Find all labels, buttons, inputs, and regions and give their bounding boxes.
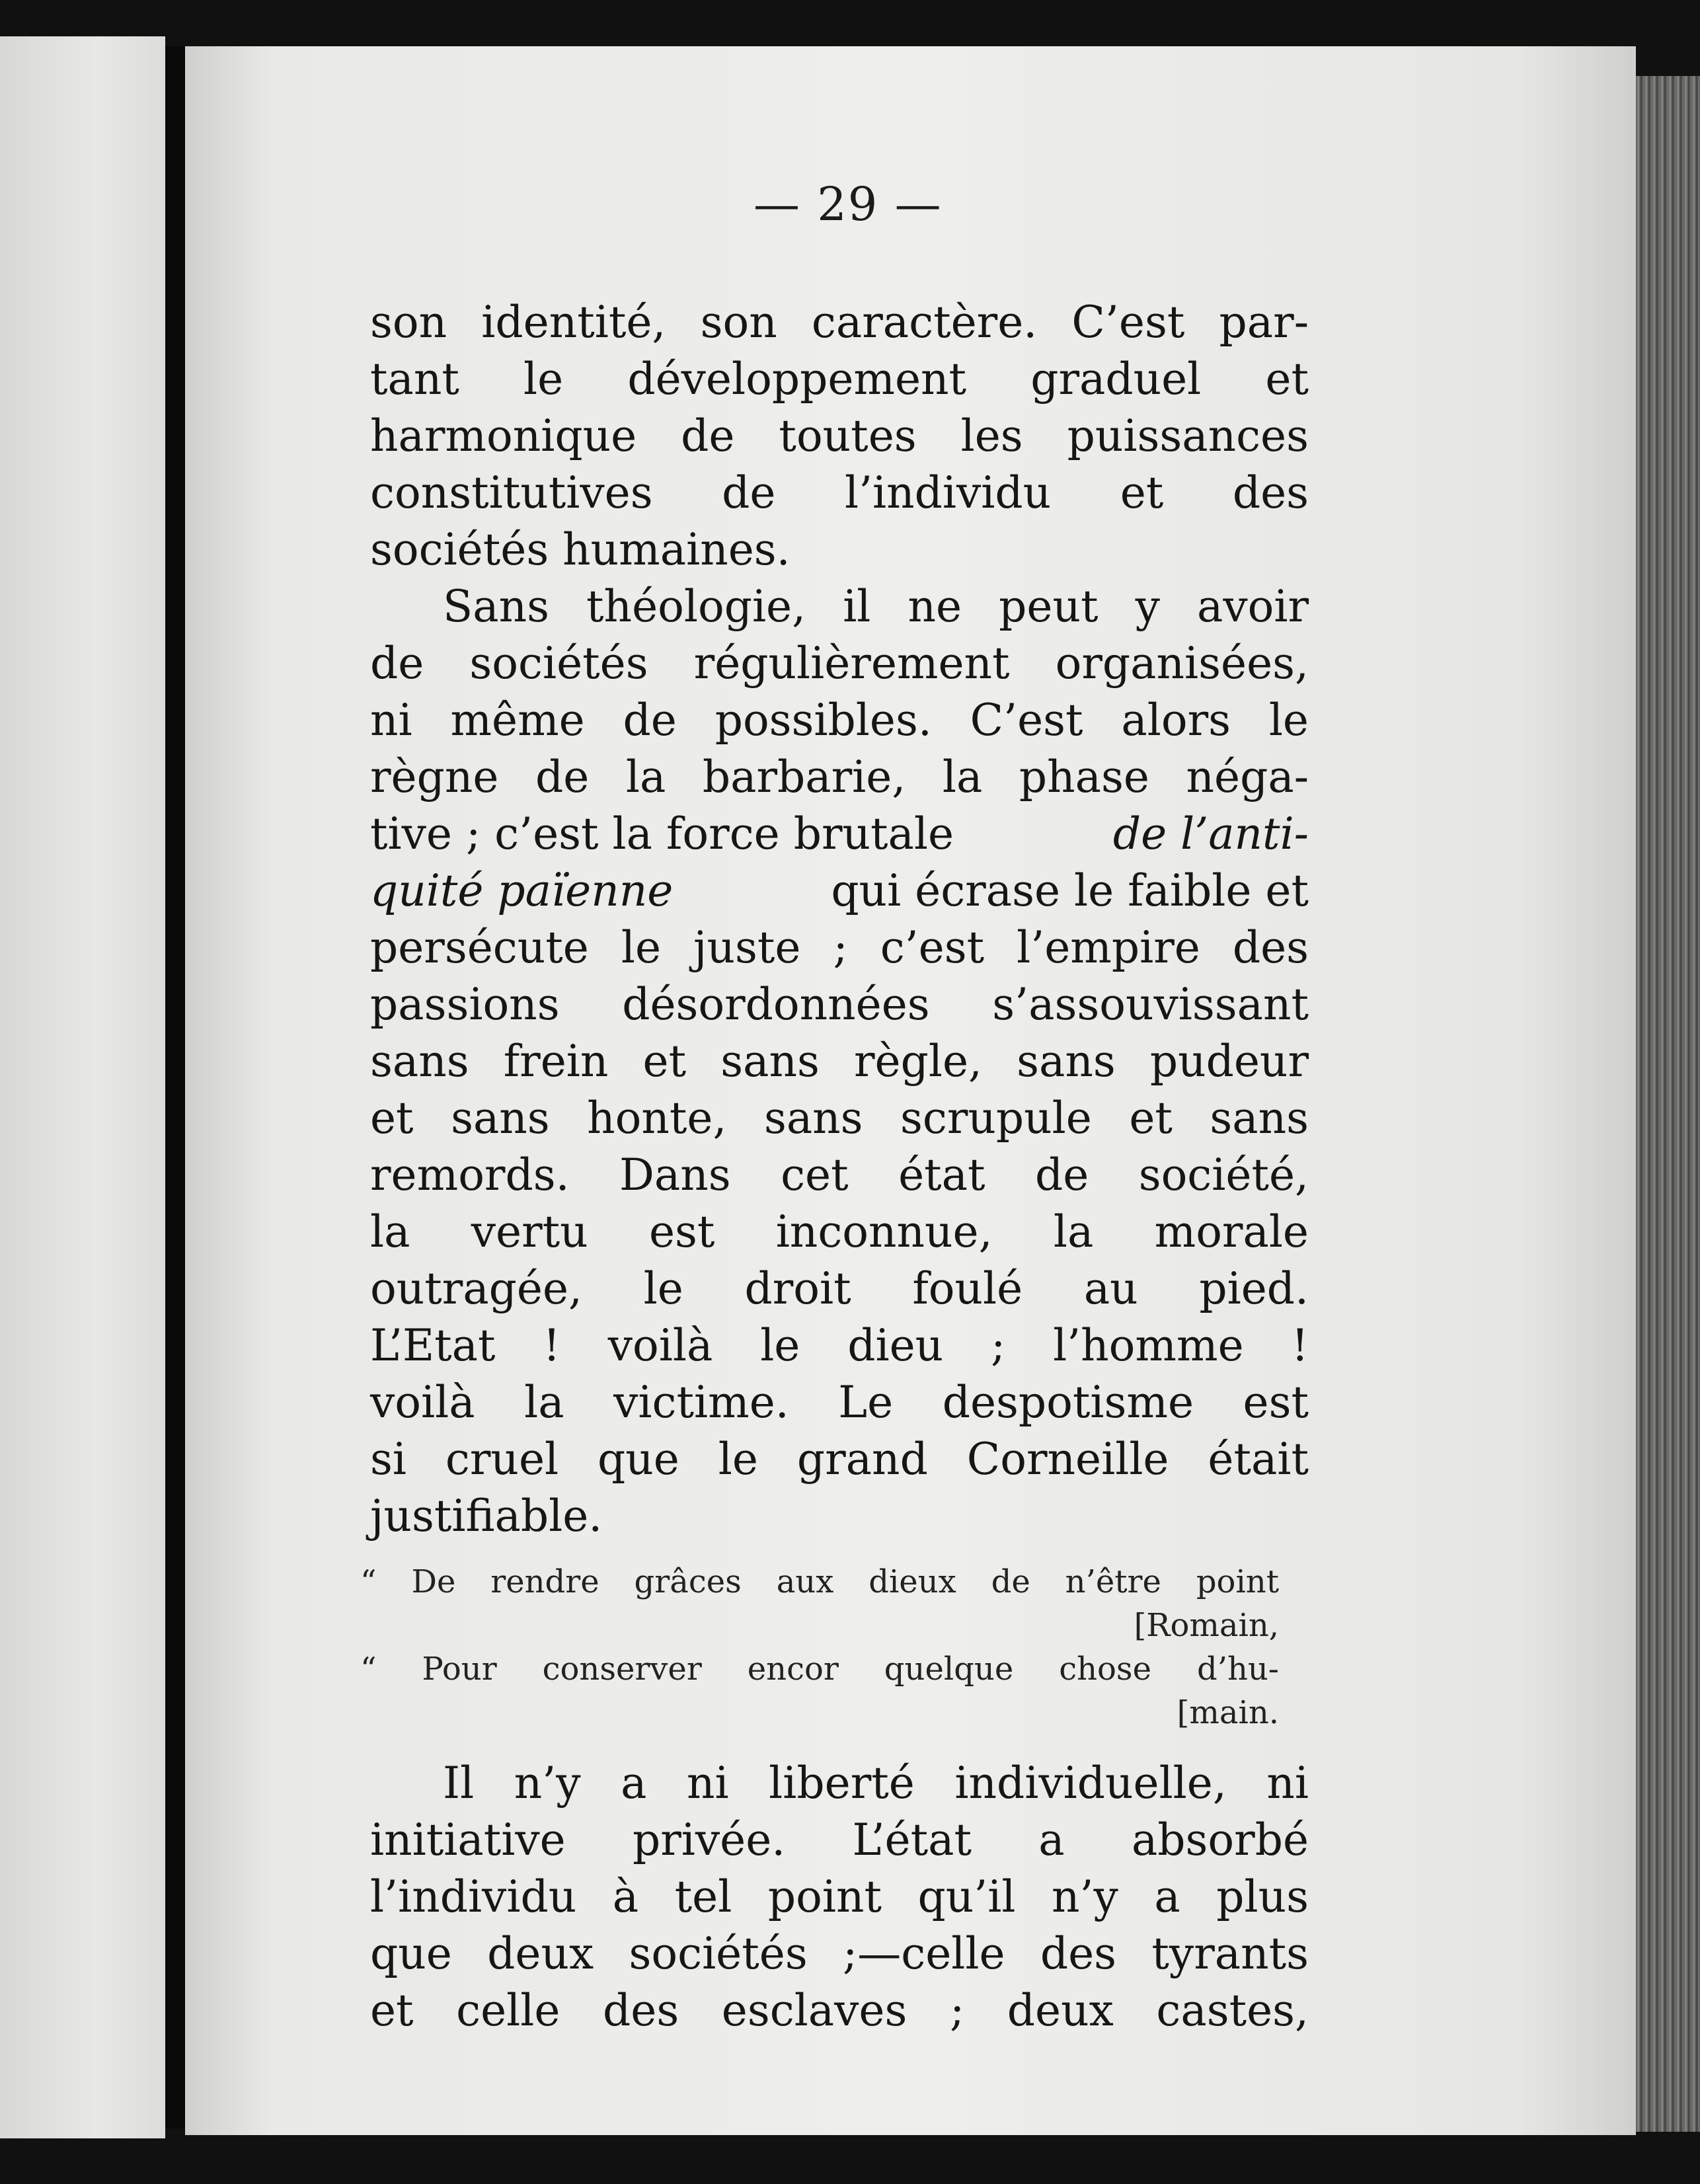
text-line: l’individu à tel point qu’il n’y a plus [370,1871,1309,1922]
text-line: L’Etat ! voilà le dieu ; l’homme ! [370,1320,1309,1371]
text-line: si cruel que le grand Corneille était [370,1434,1309,1485]
text-line: passions désordonnées s’assouvissant [370,979,1309,1030]
page-number: — 29 — [753,177,943,231]
text-line: Sans théologie, il ne peut y avoir [443,581,1309,632]
text-line: remords. Dans cet état de société, [370,1150,1309,1200]
text-line: que deux sociétés ;—celle des tyrants [370,1928,1309,1979]
text-line: et sans honte, sans scrupule et sans [370,1093,1309,1144]
quote-line: [Romain, [1134,1607,1279,1644]
page-stack-edge [1636,76,1700,2132]
text-line: persécute le juste ; c’est l’empire des [370,922,1309,973]
text-line: sociétés humaines. [370,524,791,575]
left-page-edge [0,36,165,2138]
text-line: voilà la victime. Le despotisme est [370,1377,1309,1428]
text-line: ni même de possibles. C’est alors le [370,695,1309,746]
quote-line: “ Pour conserver encor quelque chose d’hu- [360,1651,1279,1688]
text-line: outragée, le droit foulé au pied. [370,1263,1309,1314]
text-line [370,863,1309,922]
text-line: règne de la barbarie, la phase néga- [370,752,1309,802]
text-line: de sociétés régulièrement organisées, [370,638,1309,689]
text-line: constitutives de l’individu et des [370,467,1309,518]
text-segment: tive ; c’est la force brutale [370,808,954,859]
text-line: et celle des esclaves ; deux castes, [370,1985,1309,2036]
text-segment: qui écrase le faible et [831,865,1309,916]
text-line: harmonique de toutes les puissances [370,410,1309,461]
text-line: son identité, son caractère. C’est par- [370,297,1309,348]
quote-line: [main. [1177,1694,1279,1731]
book-binding [165,46,185,2128]
text-line [370,806,1309,865]
italic-text: de l’anti- [1112,808,1309,859]
text-line: justifiable. [370,1491,603,1541]
text-line: tant le développement graduel et [370,354,1309,405]
text-line: la vertu est inconnue, la morale [370,1206,1309,1257]
text-line: initiative privée. L’état a absorbé [370,1814,1309,1865]
text-line: Il n’y a ni liberté individuelle, ni [443,1758,1309,1809]
quote-line: “ De rendre grâces aux dieux de n’être point [360,1563,1279,1600]
italic-text: quité païenne [370,865,674,916]
text-line: sans frein et sans règle, sans pudeur [370,1036,1309,1087]
